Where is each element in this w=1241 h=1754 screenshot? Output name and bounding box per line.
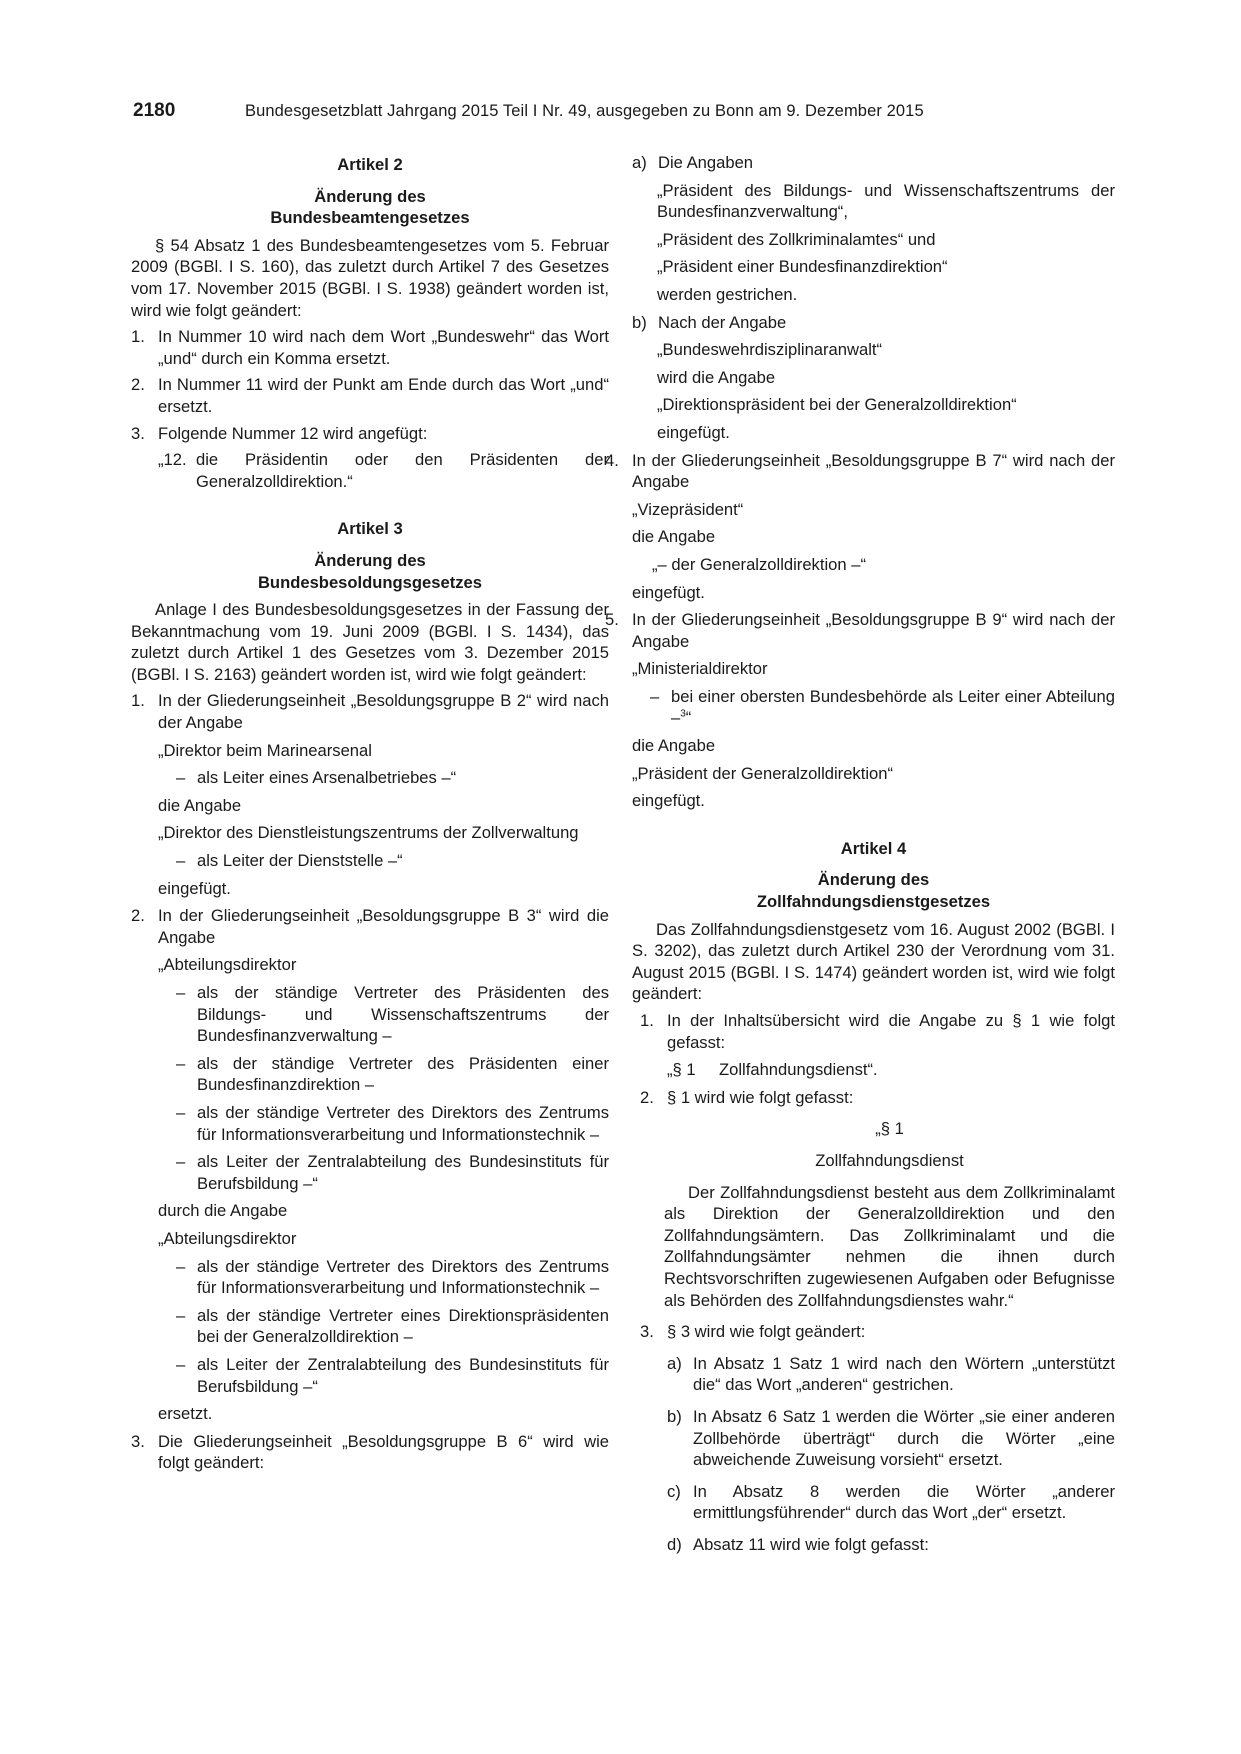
quoted-text: „§ 1 Zollfahndungsdienst“. bbox=[667, 1060, 878, 1080]
dash-item: – als Leiter der Zentralabteilung des Bundesinstituts für Berufsbildung –“ bbox=[176, 1152, 609, 1193]
dash-item: – als Leiter der Zentralabteilung des Bundesinstituts für Berufsbildung –“ bbox=[176, 1354, 609, 1396]
quoted-text: „Vizepräsident“ bbox=[632, 499, 744, 519]
quoted-item: „12. die Präsidentin oder den Präsidenten der Generalzolldirektion.“ bbox=[158, 450, 609, 491]
left-column bbox=[131, 150, 609, 1479]
section-text: Der Zollfahndungsdienst besteht aus dem Zollkriminalamt als Direktion der Generalzolldirektion und den Zollfahndungsämtern. Das Zollkriminalamt und die Zollfahndungsämter nehmen die ihnen durch Rechtsvorschriften zugewiesenen Aufgaben oder Befugnisse als Behörden des Zollfahndungsdienstes wahr.“ bbox=[664, 1182, 1115, 1310]
text-line: eingefügt. bbox=[657, 422, 730, 442]
quoted-text: „Direktor des Dienstleistungszentrums der Zollverwaltung bbox=[158, 823, 579, 843]
quoted-text: „Präsident einer Bundesfinanzdirektion“ bbox=[657, 257, 948, 277]
dash-item: – als der ständige Vertreter des Direktors des Zentrums für Informationsverarbeitung und Informationstechnik – bbox=[176, 1256, 609, 1298]
quoted-text: „Präsident des Bildungs- und Wissenschaftszentrums der Bundesfinanzverwaltung“, bbox=[657, 180, 1115, 222]
list-item: 3. Die Gliederungseinheit „Besoldungsgruppe B 6“ wird wie folgt geändert: bbox=[131, 1431, 609, 1473]
list-item: 3. § 3 wird wie folgt geändert: bbox=[640, 1322, 866, 1342]
quoted-text: „Abteilungsdirektor bbox=[158, 1228, 297, 1248]
sub-item: d) Absatz 11 wird wie folgt gefasst: bbox=[667, 1534, 929, 1554]
right-column bbox=[605, 150, 1115, 1561]
dash-item: – bei einer obersten Bundesbehörde als Leiter einer Abteilung –$^3$“ bbox=[650, 686, 1115, 728]
text-line: eingefügt. bbox=[632, 791, 705, 811]
article-3-title: Artikel 3 bbox=[337, 519, 403, 539]
article-2-title: Artikel 2 bbox=[337, 155, 403, 174]
article-2-intro: § 54 Absatz 1 des Bundesbeamtengesetzes vom 5. Februar 2009 (BGBl. I S. 160), das zuletzt durch Artikel 7 des Gesetzes vom 17. November 2015 (BGBl. I S. 1938) geändert worden ist, wird wie folgt geändert: bbox=[131, 235, 609, 320]
sub-item: b) Nach der Angabe bbox=[632, 312, 787, 332]
article-4-title: Artikel 4 bbox=[840, 838, 907, 858]
list-item: 1. In Nummer 10 wird nach dem Wort „Bundeswehr“ das Wort „und“ durch ein Komma ersetzt. bbox=[131, 327, 609, 368]
quoted-text: „Direktor beim Marinearsenal bbox=[158, 740, 372, 760]
dash-item: – als der ständige Vertreter des Präsidenten einer Bundesfinanzdirektion – bbox=[176, 1053, 609, 1095]
list-item: 5. In der Gliederungseinheit „Besoldungsgruppe B 9“ wird nach der Angabe bbox=[605, 610, 1115, 651]
sub-item: a) In Absatz 1 Satz 1 wird nach den Wörtern „unterstützt die“ das Wort „anderen“ gestrichen. bbox=[667, 1353, 1115, 1395]
quoted-text: „– der Generalzolldirektion –“ bbox=[652, 554, 866, 574]
quoted-text: „Ministerialdirektor bbox=[632, 659, 768, 679]
quoted-text: „Bundeswehrdisziplinaranwalt“ bbox=[657, 340, 883, 360]
text-line: die Angabe bbox=[158, 795, 242, 815]
text-line: ersetzt. bbox=[158, 1404, 213, 1424]
page-number: 2180 bbox=[133, 100, 176, 121]
article-2-subtitle-line1: Änderung des bbox=[314, 186, 426, 206]
dash-item: – als der ständige Vertreter des Präsidenten des Bildungs- und Wissenschaftszentrums der Bundesfinanzverwaltung – bbox=[176, 983, 609, 1046]
article-3-intro: Anlage I des Bundesbesoldungsgesetzes in der Fassung der Bekanntmachung vom 19. Juni 2009 (BGBl. I S. 1434), das zuletzt durch Artikel 1 des Gesetzes vom 3. Dezember 2015 (BGBl. I S. 2163) geändert worden ist, wird wie folgt geändert: bbox=[131, 600, 609, 684]
quoted-text: „Abteilungsdirektor bbox=[158, 955, 297, 975]
article-4-intro: Das Zollfahndungsdienstgesetz vom 16. August 2002 (BGBl. I S. 3202), das zuletzt durch Artikel 230 der Verordnung vom 31. August 2015 (BGBl. I S. 1474) geändert worden ist, wird wie folgt geändert: bbox=[632, 919, 1115, 1004]
article-3-subtitle-line1: Änderung des bbox=[314, 550, 426, 570]
text-line: wird die Angabe bbox=[657, 367, 776, 387]
list-item: 1. In der Gliederungseinheit „Besoldungsgruppe B 2“ wird nach der Angabe bbox=[131, 691, 609, 733]
article-4-subtitle-line1: Änderung des bbox=[817, 870, 930, 890]
quoted-text: „Präsident der Generalzolldirektion“ bbox=[632, 763, 894, 783]
running-title: Bundesgesetzblatt Jahrgang 2015 Teil I Nr. 49, ausgegeben zu Bonn am 9. Dezember 2015 bbox=[245, 102, 924, 120]
text-line: die Angabe bbox=[632, 527, 716, 547]
list-item: 4. In der Gliederungseinheit „Besoldungsgruppe B 7“ wird nach der Angabe bbox=[605, 450, 1115, 492]
text-line: die Angabe bbox=[632, 736, 716, 756]
dash-item: – als der ständige Vertreter des Direktors des Zentrums für Informationsverarbeitung und Informationstechnik – bbox=[176, 1102, 609, 1144]
section-number: „§ 1 bbox=[875, 1119, 904, 1139]
list-item: 2. § 1 wird wie folgt gefasst: bbox=[640, 1087, 854, 1107]
article-3-subtitle-line2: Bundesbesoldungsgesetzes bbox=[257, 572, 483, 592]
quoted-text: „Direktionspräsident bei der Generalzolldirektion“ bbox=[657, 395, 1017, 415]
text-line: werden gestrichen. bbox=[657, 284, 798, 304]
list-item: 2. In Nummer 11 wird der Punkt am Ende durch das Wort „und“ ersetzt. bbox=[131, 375, 609, 416]
text-line: eingefügt. bbox=[158, 878, 231, 898]
section-title: Zollfahndungsdienst bbox=[815, 1150, 964, 1170]
sub-item: b) In Absatz 6 Satz 1 werden die Wörter „sie einer anderen Zollbehörde überträgt“ durch die Wörter „eine abweichende Zuweisung vorsieht“ ersetzt. bbox=[667, 1406, 1115, 1470]
text-line: durch die Angabe bbox=[158, 1201, 288, 1221]
article-2-subtitle-line2: Bundesbeamtengesetzes bbox=[270, 208, 470, 228]
list-item: 1. In der Inhaltsübersicht wird die Angabe zu § 1 wie folgt gefasst: bbox=[640, 1011, 1115, 1052]
text-line: eingefügt. bbox=[632, 582, 705, 602]
sub-item: c) In Absatz 8 werden die Wörter „anderer ermittlungsführender“ durch das Wort „der“ ersetzt. bbox=[667, 1481, 1115, 1523]
list-item: 2. In der Gliederungseinheit „Besoldungsgruppe B 3“ wird die Angabe bbox=[131, 906, 609, 947]
sub-item: a) Die Angaben bbox=[632, 153, 754, 172]
dash-item: – als Leiter der Dienststelle –“ bbox=[176, 851, 403, 871]
page-header bbox=[133, 100, 1113, 130]
article-4-subtitle-line2: Zollfahndungsdienstgesetzes bbox=[756, 892, 991, 912]
dash-item: – als Leiter eines Arsenalbetriebes –“ bbox=[176, 768, 457, 788]
dash-item: – als der ständige Vertreter eines Direktionspräsidenten bei der Generalzolldirektion – bbox=[176, 1305, 609, 1347]
list-item: 3. Folgende Nummer 12 wird angefügt: bbox=[131, 423, 428, 443]
footnote-marker: 3 bbox=[680, 708, 686, 720]
quoted-text: „Präsident des Zollkriminalamtes“ und bbox=[657, 229, 936, 249]
